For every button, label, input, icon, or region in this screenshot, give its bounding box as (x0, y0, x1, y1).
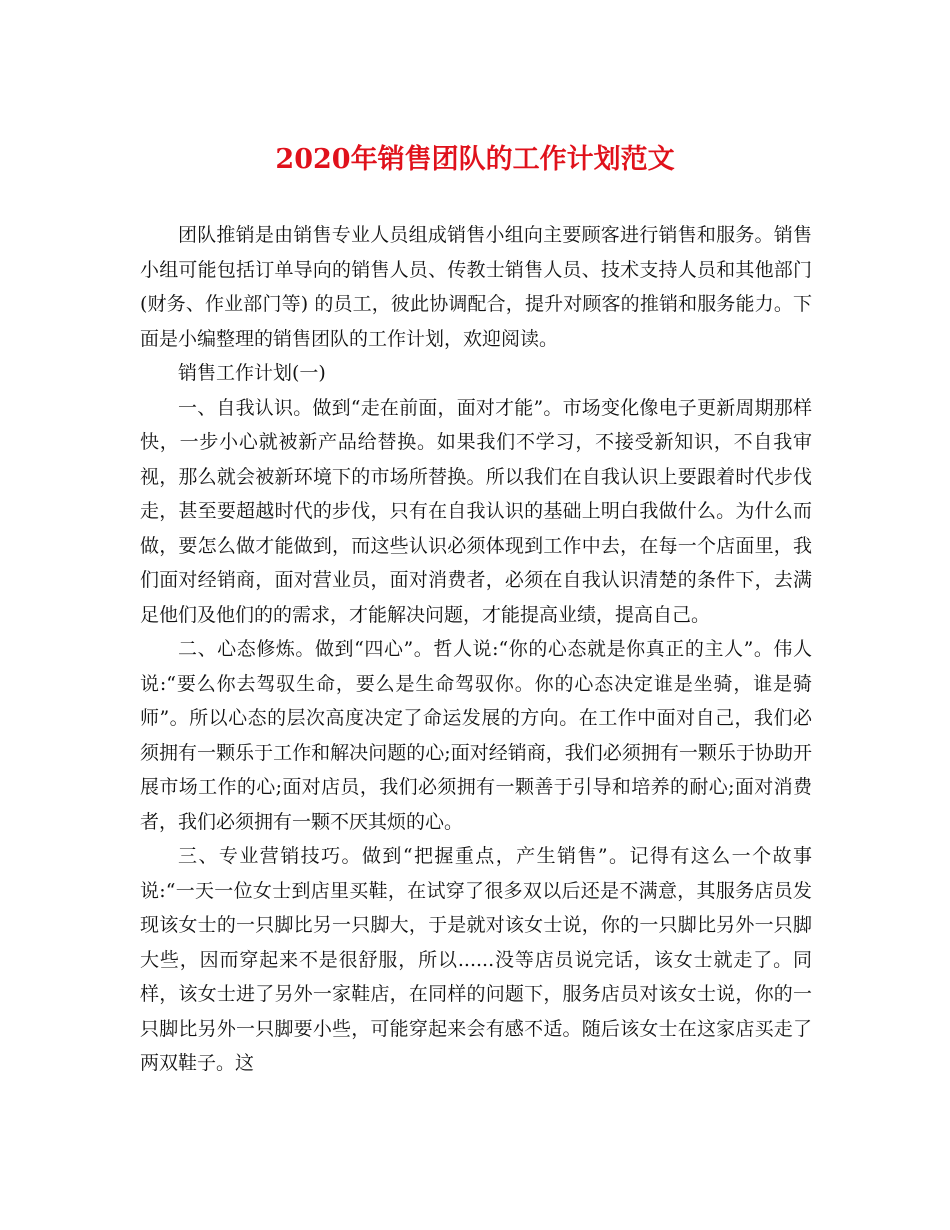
document-title: 2020年销售团队的工作计划范文 (275, 144, 675, 175)
paragraph-mindset: 二、心态修炼。做到“四心”。哲人说:“你的心态就是你真正的主人”。伟人说:“要么你去驾驭生命，要么是生命驾驭你。你的心态决定谁是坐骑，谁是骑师”。所以心态的层次高度决定了命运发展的方向。在工作中面对自己，我们必须拥有一颗乐于工作和解决问题的心;面对经销商，我们必须拥有一颗乐于协助开展市场工作的心;面对店员，我们必须拥有一颗善于引导和培养的耐心;面对消费者，我们必须拥有一颗不厌其烦的心。 (140, 638, 812, 833)
paragraph-section-heading: 销售工作计划(一) (178, 362, 326, 384)
paragraph-sales-skills: 三、专业营销技巧。做到“把握重点，产生销售”。记得有这么一个故事说:“一天一位女士到店里买鞋，在试穿了很多双以后还是不满意，其服务店员发现该女士的一只脚比另一只脚大，于是就对该女士说，你的一只脚比另外一只脚大些，因而穿起来不是很舒服，所以......没等店员说完话，该女士就走了。同样，该女士进了另外一家鞋店，在同样的问题下，服务店员对该女士说，你的一只脚比另外一只脚要小些，可能穿起来会有感不适。随后该女士在这家店买走了两双鞋子。这 (140, 845, 812, 1074)
paragraph-intro: 团队推销是由销售专业人员组成销售小组向主要顾客进行销售和服务。销售小组可能包括订单导向的销售人员、传教士销售人员、技术支持人员和其他部门(财务、作业部门等) 的员工，彼此协调配合，提升对顾客的推销和服务能力。下面是小编整理的销售团队的工作计划，欢迎阅读。 (140, 224, 812, 350)
document-body (140, 218, 812, 1081)
paragraph-self-awareness: 一、自我认识。做到“走在前面，面对才能”。市场变化像电子更新周期那样快，一步小心就被新产品给替换。如果我们不学习，不接受新知识，不自我审视，那么就会被新环境下的市场所替换。所以我们在自我认识上要跟着时代步伐走，甚至要超越时代的步伐，只有在自我认识的基础上明白我做什么。为什么而做，要怎么做才能做到，而这些认识必须体现到工作中去，在每一个店面里，我们面对经销商，面对营业员，面对消费者，必须在自我认识清楚的条件下，去满足他们及他们的的需求，才能解决问题，才能提高业绩，提高自己。 (140, 396, 812, 626)
